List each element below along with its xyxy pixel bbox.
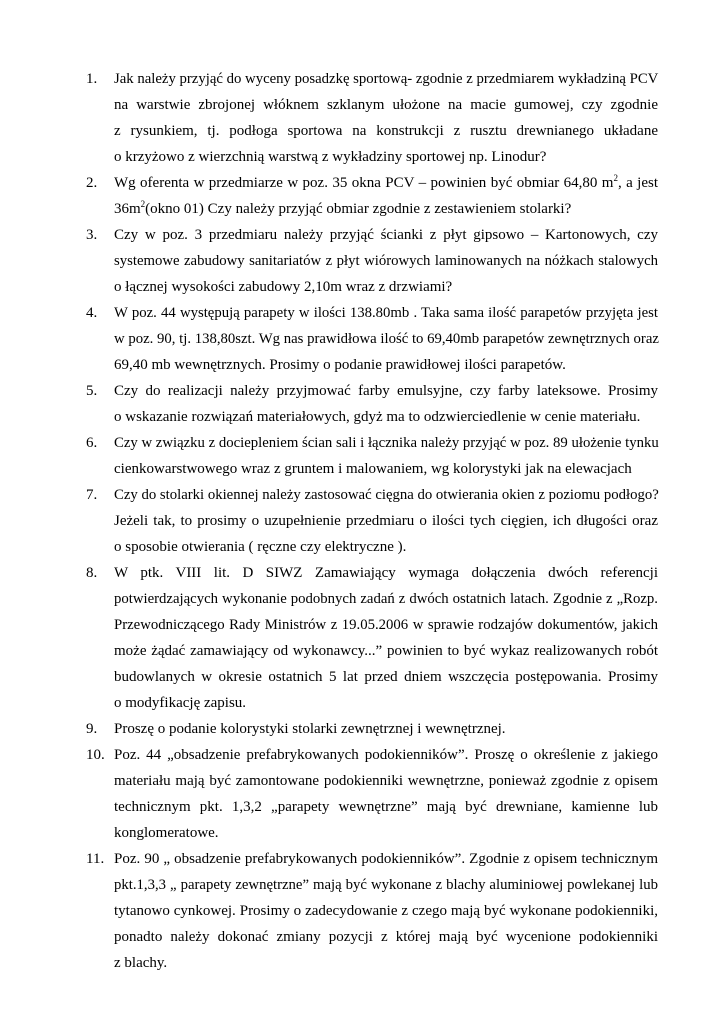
list-item-5 — [86, 378, 658, 430]
text-line: na warstwie zbrojonej włóknem szklanym ułożone na macie gumowej, czy zgodnie — [114, 97, 658, 113]
text-line: Jeżeli tak, to prosimy o uzupełnienie przedmiaru o ilości tych cięgien, ich długości oraz — [114, 513, 658, 529]
text-line: konglomeratowe. — [114, 825, 219, 841]
question-list — [86, 66, 658, 976]
item-text — [114, 560, 658, 716]
text-line: Proszę o podanie kolorystyki stolarki zewnętrznej i wewnętrznej. — [114, 721, 506, 737]
list-item-2 — [86, 170, 658, 222]
text-line: materiału mają być zamontowane podokienniki wewnętrzne, ponieważ zgodnie z opisem — [114, 773, 658, 789]
item-number: 3. — [86, 227, 98, 243]
text-line — [114, 196, 658, 222]
text-run: , a jest — [617, 175, 658, 191]
item-text — [114, 846, 658, 976]
text-line: o krzyżowo z wierzchnią warstwą z wykładziny sportowej np. Linodur? — [114, 149, 547, 165]
item-number: 4. — [86, 305, 98, 321]
item-text — [114, 716, 658, 742]
text-line: Jak należy przyjąć do wyceny posadzkę sportową- zgodnie z przedmiarem wykładziną PCV — [114, 71, 659, 87]
item-text — [114, 378, 658, 430]
list-item-4 — [86, 300, 658, 378]
list-item-1 — [86, 66, 658, 170]
text-line: W poz. 44 występują parapety w ilości 138.80mb . Taka sama ilość parapetów przyjęta jest — [114, 305, 658, 321]
item-number: 10. — [86, 747, 105, 763]
item-text — [114, 742, 658, 846]
list-item-10 — [86, 742, 658, 846]
item-number: 6. — [86, 435, 98, 451]
text-line: potwierdzających wykonanie podobnych zadań z dwóch ostatnich latach. Zgodnie z „Rozp. — [114, 591, 658, 607]
text-line: o wskazanie rozwiązań materiałowych, gdyż ma to odzwierciedlenie w cenie materiału. — [114, 409, 641, 425]
text-line: Czy w poz. 3 przedmiaru należy przyjąć ścianki z płyt gipsowo – Kartonowych, czy — [114, 227, 658, 243]
text-line: o modyfikację zapisu. — [114, 695, 247, 711]
text-line: z blachy. — [114, 955, 168, 971]
text-line: pkt.1,3,3 „ parapety zewnętrzne” mają być wykonane z blachy aluminiowej powlekanej lub — [114, 877, 658, 893]
item-text — [114, 170, 658, 222]
item-number: 2. — [86, 175, 98, 191]
superscript: 2 — [613, 173, 618, 183]
text-line: budowlanych w okresie ostatnich 5 lat przed dniem wszczęcia postępowania. Prosimy — [114, 669, 658, 685]
superscript: 2 — [140, 199, 146, 209]
text-line: Poz. 44 „obsadzenie prefabrykowanych podokienników”. Proszę o określenie z jakiego — [114, 747, 658, 763]
text-line: Poz. 90 „ obsadzenie prefabrykowanych podokienników”. Zgodnie z opisem technicznym — [114, 851, 658, 867]
item-number: 9. — [86, 721, 98, 737]
text-line: z rysunkiem, tj. podłoga sportowa na konstrukcji z rusztu drewnianego układane — [114, 123, 658, 139]
text-run: 36m — [114, 201, 141, 217]
text-run: Wg oferenta w przedmiarze w poz. 35 okna PCV – powinien być obmiar 64,80 m — [114, 175, 614, 191]
text-line: Czy w związku z dociepleniem ścian sali i łącznika należy przyjąć w poz. 89 ułożenie tynku — [114, 435, 659, 451]
text-line: o łącznej wysokości zabudowy 2,10m wraz z drzwiami? — [114, 279, 453, 295]
list-item-3 — [86, 222, 658, 300]
text-line: Przewodniczącego Rady Ministrów z 19.05.2006 w sprawie rodzajów dokumentów, jakich — [114, 617, 658, 633]
text-line: ponadto należy dokonać zmiany pozycji z której mają być wycenione podokienniki — [114, 929, 658, 945]
item-number: 8. — [86, 565, 98, 581]
text-line: o sposobie otwierania ( ręczne czy elektryczne ). — [114, 539, 407, 555]
text-line: Czy do stolarki okiennej należy zastosować cięgna do otwierania okien z poziomu podłogo? — [114, 487, 659, 503]
item-text — [114, 300, 658, 378]
list-item-7 — [86, 482, 658, 560]
item-number: 11. — [86, 851, 105, 867]
text-run: (okno 01) Czy należy przyjąć obmiar zgodnie z zestawieniem stolarki? — [145, 201, 572, 217]
item-number: 1. — [86, 71, 98, 87]
text-line: może żądać zamawiający od wykonawcy...” powinien to być wykaz realizowanych robót — [114, 643, 658, 659]
text-line: technicznym pkt. 1,3,2 „parapety wewnętrzne” mają być drewniane, kamienne lub — [114, 799, 658, 815]
text-line: W ptk. VIII lit. D SIWZ Zamawiający wymaga dołączenia dwóch referencji — [114, 565, 658, 581]
list-item-9 — [86, 716, 658, 742]
list-item-11 — [86, 846, 658, 976]
text-line: cienkowarstwowego wraz z gruntem i malowaniem, wg kolorystyki jak na elewacjach — [114, 461, 632, 477]
list-item-8 — [86, 560, 658, 716]
text-line: Czy do realizacji należy przyjmować farby emulsyjne, czy farby lateksowe. Prosimy — [114, 383, 658, 399]
item-text — [114, 66, 658, 170]
item-text — [114, 430, 658, 482]
list-item-6 — [86, 430, 658, 482]
item-text — [114, 482, 658, 560]
text-line — [114, 170, 658, 196]
item-text — [114, 222, 658, 300]
item-number: 7. — [86, 487, 98, 503]
text-line: 69,40 mb wewnętrznych. Prosimy o podanie prawidłowej ilości parapetów. — [114, 357, 566, 373]
text-line: systemowe zabudowy sanitariatów z płyt wiórowych laminowanych na nóżkach stalowych — [114, 253, 658, 269]
text-line: w poz. 90, tj. 138,80szt. Wg nas prawidłowa ilość to 69,40mb parapetów zewnętrznych oraz — [114, 331, 659, 347]
item-number: 5. — [86, 383, 98, 399]
text-line: tytanowo cynkowej. Prosimy o zadecydowanie z czego mają być wykonane podokienniki, — [114, 903, 658, 919]
